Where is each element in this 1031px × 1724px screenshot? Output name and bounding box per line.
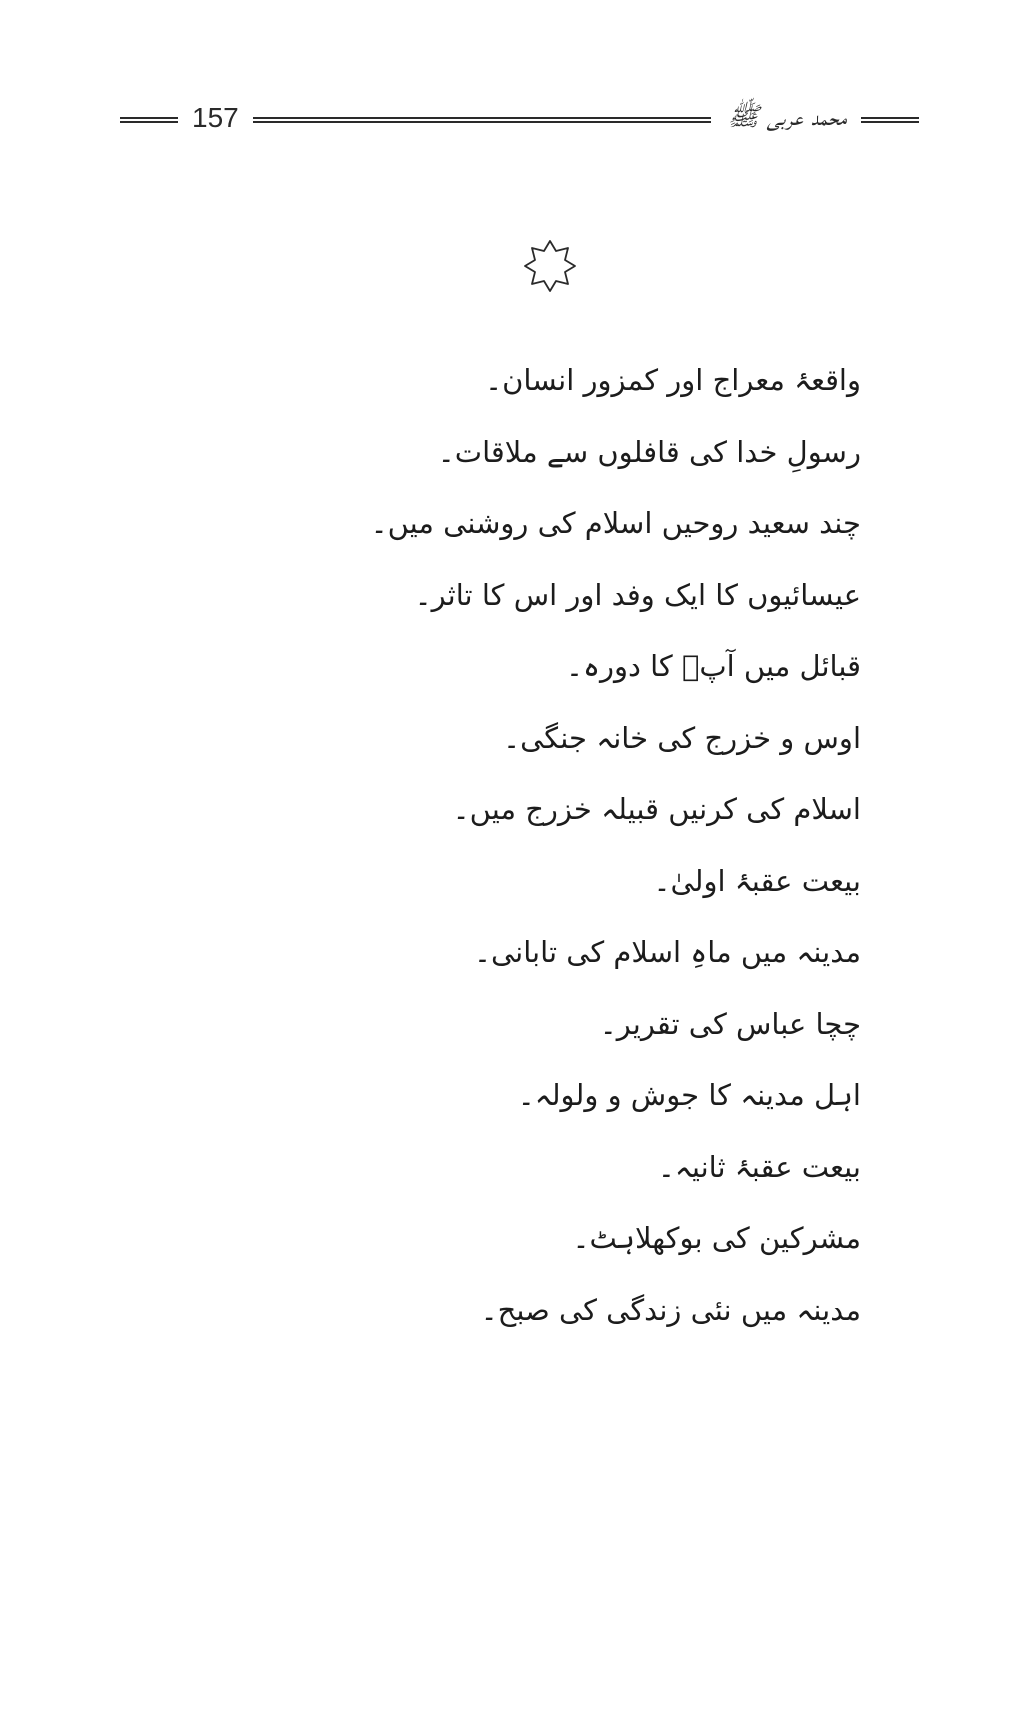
contents-item: قبائل میں آپؐ کا دورہ۔ [565,649,861,683]
contents-item: عیسائیوں کا ایک وفد اور اس کا تاثر۔ [414,577,861,612]
contents-item: بیعت عقبۂ ثانیہ۔ [657,1149,861,1184]
contents-item: مشرکین کی بوکھلاہٹ۔ [572,1221,861,1255]
running-title: محمد عربی ﷺ [727,102,847,132]
page-number: 157 [192,102,239,133]
header-rule-left [120,117,178,123]
contents-item: اوس و خزرج کی خانہ جنگی۔ [503,720,861,755]
contents-item: اسلام کی کرنیں قبیلہ خزرج میں۔ [452,792,861,826]
contents-item: مدینہ میں نئی زندگی کی صبح۔ [480,1292,861,1327]
contents-item: مدینہ میں ماہِ اسلام کی تابانی۔ [473,935,861,969]
contents-item: بیعت عقبۂ اولیٰ۔ [653,863,861,898]
header-rule-right [861,117,919,123]
contents-item: رسولِ خدا کی قافلوں سے ملاقات۔ [437,434,861,469]
page-header [120,100,920,140]
contents-item: چچا عباس کی تقریر۔ [599,1006,861,1041]
contents-item: چند سعید روحیں اسلام کی روشنی میں۔ [370,506,861,540]
header-rule-middle [253,117,711,123]
eight-point-star-icon [522,238,578,294]
contents-item: اہل مدینہ کا جوش و ولولہ۔ [517,1078,861,1112]
contents-list [341,355,861,1356]
contents-item: واقعۂ معراج اور کمزور انسان۔ [485,363,861,397]
